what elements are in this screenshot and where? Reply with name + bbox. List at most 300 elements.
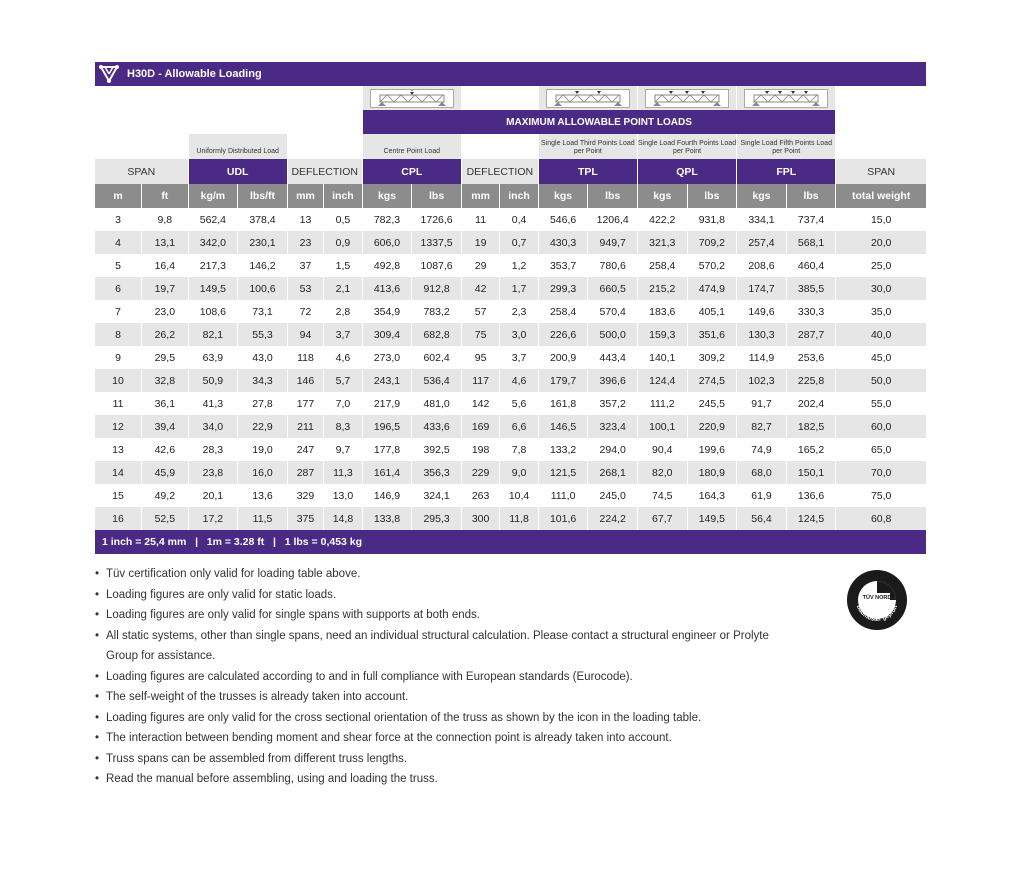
table-cell: 215,2	[637, 277, 687, 300]
table-cell: 1206,4	[588, 208, 638, 231]
table-cell: 23,0	[142, 300, 189, 323]
span-weight-header: SPAN	[836, 159, 926, 184]
table-row	[95, 346, 926, 369]
table-cell: 7,0	[324, 392, 362, 415]
tuv-nord-seal	[846, 569, 908, 631]
table-cell: 17,2	[188, 507, 238, 530]
table-row	[95, 507, 926, 530]
table-cell: 258,4	[637, 254, 687, 277]
table-row	[95, 415, 926, 438]
table-cell: 136,6	[786, 484, 836, 507]
table-cell: 149,5	[188, 277, 238, 300]
table-cell: 4,6	[500, 369, 538, 392]
table-cell: 562,4	[188, 208, 238, 231]
unit-header: inch	[500, 184, 538, 208]
note-item: • All static systems, other than single spans, need an individual structural calculation. Please contact a structural engineer or Prolyte Group for assistance.	[95, 626, 775, 667]
table-cell: 57	[461, 300, 499, 323]
prolyte-logo-icon	[97, 62, 121, 86]
table-cell: 183,6	[637, 300, 687, 323]
table-cell: 174,7	[737, 277, 787, 300]
table-cell: 342,0	[188, 231, 238, 254]
fpl-description: Single Load Fifth Points Load per Point	[737, 134, 836, 159]
unit-header: lbs	[588, 184, 638, 208]
table-cell: 0,7	[500, 231, 538, 254]
seal-label-top: TÜV NORD	[862, 595, 892, 601]
table-cell: 19,0	[238, 438, 288, 461]
note-item: • Read the manual before assembling, using and loading the truss.	[95, 769, 775, 790]
seal-label-bottom: Baumuster geprüft	[854, 604, 900, 624]
table-cell: 95	[461, 346, 499, 369]
table-cell: 392,5	[412, 438, 462, 461]
table-cell: 7,8	[500, 438, 538, 461]
table-cell: 330,3	[786, 300, 836, 323]
table-cell: 36,1	[142, 392, 189, 415]
table-cell: 294,0	[588, 438, 638, 461]
unit-header: kg/m	[188, 184, 238, 208]
table-cell: 245,0	[588, 484, 638, 507]
table-cell: 13,0	[324, 484, 362, 507]
table-cell: 200,9	[538, 346, 588, 369]
table-cell: 247	[287, 438, 323, 461]
table-cell: 169	[461, 415, 499, 438]
table-cell: 912,8	[412, 277, 462, 300]
tpl-header: TPL	[538, 159, 637, 184]
table-cell: 74,5	[637, 484, 687, 507]
table-cell: 60,8	[836, 507, 926, 530]
table-cell: 20,1	[188, 484, 238, 507]
unit-header: ft	[142, 184, 189, 208]
table-cell: 6	[95, 277, 142, 300]
table-cell: 25,0	[870, 259, 892, 272]
table-cell: 149,5	[687, 507, 737, 530]
qpl-header: QPL	[637, 159, 736, 184]
unit-header: kgs	[362, 184, 412, 208]
table-cell: 10	[95, 369, 142, 392]
table-cell: 570,4	[588, 300, 638, 323]
table-row	[95, 277, 926, 300]
table-cell: 20,0	[836, 231, 926, 254]
table-cell: 133,2	[538, 438, 588, 461]
table-cell: 500,0	[588, 323, 638, 346]
table-cell: 7	[95, 300, 142, 323]
fpl-truss-diagram	[737, 86, 836, 110]
table-cell: 140,1	[637, 346, 687, 369]
table-cell: 45,9	[142, 461, 189, 484]
table-cell: 101,6	[538, 507, 588, 530]
table-cell: 161,4	[362, 461, 412, 484]
table-cell: 45,0	[870, 351, 892, 364]
table-cell: 422,2	[637, 208, 687, 231]
table-cell: 356,3	[412, 461, 462, 484]
span-header: SPAN	[95, 159, 188, 184]
table-cell: 8,3	[324, 415, 362, 438]
note-item: • Loading figures are only valid for single spans with supports at both ends.	[95, 605, 775, 626]
note-item: • The interaction between bending moment and shear force at the connection point is already taken into account.	[95, 728, 775, 749]
table-cell: 29,5	[142, 346, 189, 369]
table-cell: 35,0	[870, 305, 892, 318]
table-cell: 11,5	[238, 507, 288, 530]
table-cell: 931,8	[687, 208, 737, 231]
table-cell: 32,8	[142, 369, 189, 392]
max-point-loads-header: MAXIMUM ALLOWABLE POINT LOADS	[362, 110, 836, 134]
unit-header: mm	[287, 184, 323, 208]
table-cell: 27,8	[238, 392, 288, 415]
note-item: • The self-weight of the trusses is already taken into account.	[95, 687, 775, 708]
table-cell: 1,5	[324, 254, 362, 277]
table-cell: 568,1	[786, 231, 836, 254]
table-cell: 50,0	[836, 369, 926, 392]
deflection-header-1: DEFLECTION	[287, 159, 362, 184]
table-cell: 55,0	[870, 397, 892, 410]
table-cell: 220,9	[687, 415, 737, 438]
table-cell: 253,6	[786, 346, 836, 369]
table-cell: 68,0	[737, 461, 787, 484]
table-cell: 180,9	[687, 461, 737, 484]
table-cell: 108,6	[188, 300, 238, 323]
udl-header: UDL	[188, 159, 287, 184]
table-cell: 4,6	[324, 346, 362, 369]
table-cell: 217,9	[362, 392, 412, 415]
table-cell: 375	[287, 507, 323, 530]
table-cell: 660,5	[588, 277, 638, 300]
table-cell: 11	[95, 392, 142, 415]
table-cell: 146,5	[538, 415, 588, 438]
table-cell: 56,4	[737, 507, 787, 530]
unit-header: lbs	[687, 184, 737, 208]
table-cell: 299,3	[538, 277, 588, 300]
unit-header: kgs	[737, 184, 787, 208]
table-cell: 0,4	[500, 208, 538, 231]
table-cell: 82,0	[637, 461, 687, 484]
table-cell: 0,5	[324, 208, 362, 231]
table-cell: 37	[287, 254, 323, 277]
table-cell: 1,7	[500, 277, 538, 300]
table-cell: 53	[287, 277, 323, 300]
table-cell: 14	[95, 461, 142, 484]
table-cell: 19	[461, 231, 499, 254]
table-cell: 198	[461, 438, 499, 461]
table-cell: 102,3	[737, 369, 787, 392]
table-cell: 75,0	[870, 489, 892, 502]
table-cell: 492,8	[362, 254, 412, 277]
table-cell: 536,4	[412, 369, 462, 392]
udl-description: Uniformly Distributed Load	[188, 134, 287, 159]
table-cell: 199,6	[687, 438, 737, 461]
table-cell: 1726,6	[412, 208, 462, 231]
table-cell: 42	[461, 277, 499, 300]
table-cell: 2,1	[324, 277, 362, 300]
table-cell: 124,4	[637, 369, 687, 392]
table-cell: 72	[287, 300, 323, 323]
table-cell: 149,6	[737, 300, 787, 323]
table-cell: 121,5	[538, 461, 588, 484]
cpl-description: Centre Point Load	[362, 134, 461, 159]
unit-header-row	[95, 184, 926, 208]
unit-header: mm	[461, 184, 499, 208]
table-cell: 230,1	[238, 231, 288, 254]
table-cell: 117	[461, 369, 499, 392]
table-row	[95, 208, 926, 231]
table-cell: 405,1	[687, 300, 737, 323]
table-cell: 1087,6	[412, 254, 462, 277]
table-cell: 30,0	[836, 277, 926, 300]
table-cell: 243,1	[362, 369, 412, 392]
table-cell: 70,0	[836, 461, 926, 484]
table-title: H30D - Allowable Loading	[127, 68, 262, 80]
table-cell: 208,6	[737, 254, 787, 277]
table-cell: 23,8	[188, 461, 238, 484]
table-cell: 91,7	[737, 392, 787, 415]
table-cell: 780,6	[588, 254, 638, 277]
table-cell: 9,8	[142, 208, 189, 231]
conversion-footer: 1 inch = 25,4 mm | 1m = 3.28 ft | 1 lbs = 0,453 kg	[95, 530, 926, 554]
table-cell: 150,1	[786, 461, 836, 484]
table-cell: 130,3	[737, 323, 787, 346]
table-cell: 257,4	[737, 231, 787, 254]
table-cell: 217,3	[188, 254, 238, 277]
table-cell: 8	[95, 323, 142, 346]
table-cell: 73,1	[238, 300, 288, 323]
table-cell: 177	[287, 392, 323, 415]
cpl-header: CPL	[362, 159, 461, 184]
table-cell: 146	[287, 369, 323, 392]
table-title-bar	[95, 62, 926, 86]
qpl-truss-diagram	[637, 86, 736, 110]
table-cell: 606,0	[362, 231, 412, 254]
table-cell: 2,8	[324, 300, 362, 323]
table-cell: 52,5	[142, 507, 189, 530]
table-cell: 40,0	[836, 323, 926, 346]
table-cell: 351,6	[687, 323, 737, 346]
table-cell: 11	[461, 208, 499, 231]
table-cell: 14,8	[324, 507, 362, 530]
table-cell: 13	[95, 438, 142, 461]
unit-header: lbs	[786, 184, 836, 208]
table-cell: 682,8	[412, 323, 462, 346]
table-row	[95, 300, 926, 323]
table-cell: 295,3	[412, 507, 462, 530]
table-cell: 9,7	[324, 438, 362, 461]
table-cell: 225,8	[786, 369, 836, 392]
table-cell: 13,1	[142, 231, 189, 254]
note-item: • Tüv certification only valid for loading table above.	[95, 564, 775, 585]
table-cell: 159,3	[637, 323, 687, 346]
table-cell: 9	[95, 346, 142, 369]
allowable-loading-table	[95, 86, 926, 530]
table-cell: 0,9	[324, 231, 362, 254]
table-cell: 949,7	[588, 231, 638, 254]
table-cell: 15,0	[870, 213, 892, 226]
table-cell: 39,4	[142, 415, 189, 438]
table-cell: 300	[461, 507, 499, 530]
table-cell: 82,1	[188, 323, 238, 346]
table-cell: 196,5	[362, 415, 412, 438]
unit-header: m	[95, 184, 142, 208]
table-cell: 61,9	[737, 484, 787, 507]
table-cell: 273,0	[362, 346, 412, 369]
table-cell: 111,0	[538, 484, 588, 507]
table-cell: 118	[287, 346, 323, 369]
table-cell: 5,7	[324, 369, 362, 392]
table-cell: 67,7	[637, 507, 687, 530]
tpl-description: Single Load Third Points Load per Point	[538, 134, 637, 159]
table-cell: 258,4	[538, 300, 588, 323]
table-cell: 3,0	[500, 323, 538, 346]
table-cell: 19,7	[142, 277, 189, 300]
table-cell: 182,5	[786, 415, 836, 438]
note-item: • Loading figures are only valid for static loads.	[95, 585, 775, 606]
table-cell: 433,6	[412, 415, 462, 438]
table-row	[95, 323, 926, 346]
note-item: • Loading figures are calculated according to and in full compliance with European standards (Eurocode).	[95, 667, 775, 688]
table-cell: 474,9	[687, 277, 737, 300]
table-cell: 782,3	[362, 208, 412, 231]
table-cell: 15	[95, 484, 142, 507]
cpl-truss-diagram	[362, 86, 461, 110]
unit-header: kgs	[538, 184, 588, 208]
table-cell: 28,3	[188, 438, 238, 461]
table-cell: 1,2	[500, 254, 538, 277]
table-cell: 42,6	[142, 438, 189, 461]
table-cell: 274,5	[687, 369, 737, 392]
table-cell: 309,4	[362, 323, 412, 346]
table-cell: 111,2	[637, 392, 687, 415]
table-cell: 41,3	[188, 392, 238, 415]
unit-header: inch	[324, 184, 362, 208]
table-cell: 161,8	[538, 392, 588, 415]
table-cell: 224,2	[588, 507, 638, 530]
table-cell: 263	[461, 484, 499, 507]
table-cell: 165,2	[786, 438, 836, 461]
fpl-header: FPL	[737, 159, 836, 184]
table-cell: 16,4	[142, 254, 189, 277]
tpl-truss-diagram	[538, 86, 637, 110]
table-cell: 202,4	[786, 392, 836, 415]
table-cell: 26,2	[142, 323, 189, 346]
unit-header: kgs	[637, 184, 687, 208]
table-cell: 3,7	[500, 346, 538, 369]
qpl-description: Single Load Fourth Points Load per Point	[637, 134, 736, 159]
table-cell: 460,4	[786, 254, 836, 277]
table-cell: 481,0	[412, 392, 462, 415]
table-cell: 60,0	[836, 415, 926, 438]
table-cell: 82,7	[737, 415, 787, 438]
table-cell: 63,9	[188, 346, 238, 369]
table-cell: 29	[461, 254, 499, 277]
table-cell: 329	[287, 484, 323, 507]
table-cell: 443,4	[588, 346, 638, 369]
table-row	[95, 438, 926, 461]
table-cell: 164,3	[687, 484, 737, 507]
table-row	[95, 254, 926, 277]
table-cell: 13,6	[238, 484, 288, 507]
table-cell: 43,0	[238, 346, 288, 369]
table-cell: 268,1	[588, 461, 638, 484]
table-cell: 385,5	[786, 277, 836, 300]
deflection-header-2: DEFLECTION	[461, 159, 538, 184]
table-cell: 94	[287, 323, 323, 346]
table-cell: 5	[95, 254, 142, 277]
table-cell: 114,9	[737, 346, 787, 369]
table-cell: 309,2	[687, 346, 737, 369]
table-cell: 177,8	[362, 438, 412, 461]
table-cell: 546,6	[538, 208, 588, 231]
table-row	[95, 392, 926, 415]
table-row	[95, 484, 926, 507]
table-cell: 10,4	[500, 484, 538, 507]
table-cell: 324,1	[412, 484, 462, 507]
loading-table-panel	[95, 62, 926, 554]
table-cell: 179,7	[538, 369, 588, 392]
table-cell: 100,1	[637, 415, 687, 438]
table-cell: 6,6	[500, 415, 538, 438]
table-cell: 226,6	[538, 323, 588, 346]
table-cell: 323,4	[588, 415, 638, 438]
table-cell: 12	[95, 415, 142, 438]
table-cell: 22,9	[238, 415, 288, 438]
table-cell: 11,3	[324, 461, 362, 484]
table-body	[95, 208, 926, 530]
table-cell: 16	[95, 507, 142, 530]
table-row	[95, 231, 926, 254]
table-cell: 23	[287, 231, 323, 254]
unit-header: lbs	[412, 184, 462, 208]
table-cell: 353,7	[538, 254, 588, 277]
table-cell: 3	[95, 208, 142, 231]
table-cell: 1337,5	[412, 231, 462, 254]
note-item: • Loading figures are only valid for the cross sectional orientation of the truss as shown by the icon in the loading table.	[95, 708, 775, 729]
table-cell: 413,6	[362, 277, 412, 300]
table-cell: 55,3	[238, 323, 288, 346]
table-cell: 430,3	[538, 231, 588, 254]
table-cell: 11,8	[500, 507, 538, 530]
table-cell: 65,0	[870, 443, 892, 456]
table-cell: 287	[287, 461, 323, 484]
table-cell: 3,7	[324, 323, 362, 346]
table-cell: 100,6	[238, 277, 288, 300]
notes-list	[95, 564, 775, 790]
table-cell: 146,2	[238, 254, 288, 277]
table-cell: 49,2	[142, 484, 189, 507]
table-cell: 321,3	[637, 231, 687, 254]
table-cell: 133,8	[362, 507, 412, 530]
table-cell: 334,1	[737, 208, 787, 231]
unit-header: total weight	[836, 184, 926, 208]
table-cell: 783,2	[412, 300, 462, 323]
note-item: • Truss spans can be assembled from different truss lengths.	[95, 749, 775, 770]
table-cell: 378,4	[238, 208, 288, 231]
table-cell: 146,9	[362, 484, 412, 507]
table-cell: 354,9	[362, 300, 412, 323]
table-cell: 211	[287, 415, 323, 438]
table-cell: 709,2	[687, 231, 737, 254]
table-cell: 245,5	[687, 392, 737, 415]
table-cell: 570,2	[687, 254, 737, 277]
table-cell: 229	[461, 461, 499, 484]
table-cell: 396,6	[588, 369, 638, 392]
table-cell: 16,0	[238, 461, 288, 484]
table-cell: 34,0	[188, 415, 238, 438]
table-cell: 357,2	[588, 392, 638, 415]
table-cell: 9,0	[500, 461, 538, 484]
table-cell: 602,4	[412, 346, 462, 369]
table-cell: 2,3	[500, 300, 538, 323]
table-cell: 75	[461, 323, 499, 346]
table-cell: 124,5	[786, 507, 836, 530]
table-cell: 90,4	[637, 438, 687, 461]
table-row	[95, 369, 926, 392]
table-cell: 74,9	[737, 438, 787, 461]
